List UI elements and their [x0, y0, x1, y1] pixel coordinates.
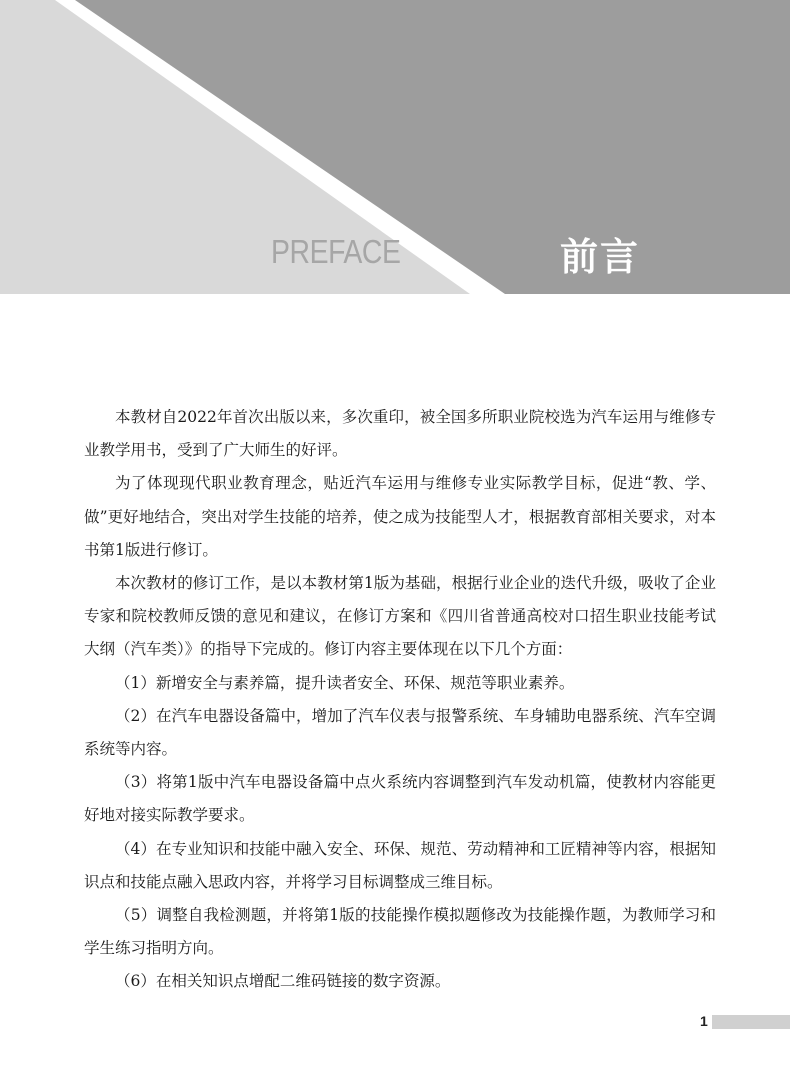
- preface-banner: [0, 0, 790, 294]
- preface-body: [84, 401, 716, 999]
- paragraph: （5）调整自我检测题，并将第1版的技能操作模拟题修改为技能操作题，为教师学习和学生练习指明方向。: [84, 906, 716, 958]
- paragraph: 本教材自2022年首次出版以来，多次重印，被全国多所职业院校选为汽车运用与维修专业教学用书，受到了广大师生的好评。: [84, 408, 716, 460]
- paragraph: 为了体现现代职业教育理念，贴近汽车运用与维修专业实际教学目标，促进“教、学、做”更好地结合，突出对学生技能的培养，使之成为技能型人才，根据教育部相关要求，对本书第1版进行修订。: [84, 474, 716, 559]
- paragraph: （3）将第1版中汽车电器设备篇中点火系统内容调整到汽车发动机篇，使教材内容能更好地对接实际教学要求。: [84, 773, 716, 825]
- page-number-bar: [712, 1015, 790, 1029]
- paragraph: （2）在汽车电器设备篇中，增加了汽车仪表与报警系统、车身辅助电器系统、汽车空调系统等内容。: [84, 706, 716, 759]
- page-number: 1: [700, 1013, 708, 1029]
- preface-title-en: PREFACE: [271, 233, 401, 270]
- paragraph: （6）在相关知识点增配二维码链接的数字资源。: [115, 972, 451, 991]
- preface-title-zh: 前言: [560, 235, 641, 279]
- paragraph: （1）新增安全与素养篇，提升读者安全、环保、规范等职业素养。: [115, 673, 575, 692]
- paragraph: 本次教材的修订工作，是以本教材第1版为基础，根据行业企业的迭代升级，吸收了企业专家和院校教师反馈的意见和建议，在修订方案和《四川省普通高校对口招生职业技能考试大纲（汽车类）》的指导下完成的。修订内容主要体现在以下几个方面：: [84, 574, 716, 659]
- paragraph: （4）在专业知识和技能中融入安全、环保、规范、劳动精神和工匠精神等内容，根据知识点和技能点融入思政内容，并将学习目标调整成三维目标。: [84, 839, 716, 891]
